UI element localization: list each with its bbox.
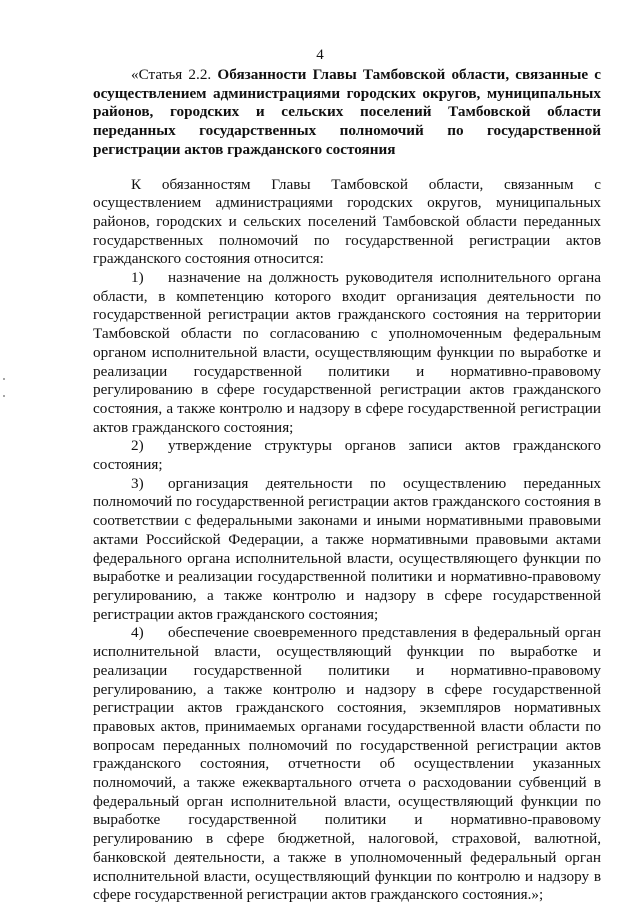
list-item-text: утверждение структуры органов записи актов гражданского состояния; [93, 437, 601, 474]
article-number: «Статья 2.2. [131, 66, 218, 83]
article-heading [93, 66, 601, 160]
list-item [93, 624, 601, 905]
margin-mark [3, 395, 5, 397]
list-item-number: 3) [131, 474, 144, 492]
document-body [93, 66, 601, 905]
list-item-text: организация деятельности по осуществлению переданных полномочий по государственной регистрации актов гражданского состояния в соответствии с федеральными законами и иными нормативными правовыми актами Российской Федерации, а также нормативными правовыми актами федерального органа исполнительной власти, осуществляющего функции по выработке и реализации государственной политики и нормативно-правовому регулированию, а также контролю и надзору в сфере государственной регистрации актов гражданского состояния; [93, 474, 601, 623]
margin-mark [3, 378, 5, 380]
list-item-text: назначение на должность руководителя исполнительного органа области, в компетенцию которого входит организация деятельности по государственной регистрации актов гражданского состояния на территории Тамбовской области по согласованию с уполномоченным федеральным органом исполнительной власти, осуществляющим функции по выработке и реализации государственной политики и нормативно-правовому регулированию в сфере государственной регистрации актов гражданского состояния, а также контролю и надзору в сфере государственной регистрации актов гражданского состояния; [93, 269, 601, 436]
list-item [93, 269, 601, 437]
list-item-number: 1) [131, 269, 144, 287]
list-item-number: 2) [131, 437, 144, 455]
list-item-number: 4) [131, 624, 144, 642]
list-item [93, 475, 601, 625]
list-item [93, 437, 601, 474]
page-number: 4 [316, 47, 324, 63]
intro-paragraph: К обязанностям Главы Тамбовской области, связанным с осуществлением администрациями городских округов, муниципальных районов, городских и сельских поселений Тамбовской области переданных государственных полномочий по государственной регистрации актов гражданского состояния относится: [93, 175, 601, 268]
article-title: Обязанности Главы Тамбовской области, связанные с осуществлением администрациями городских округов, муниципальных районов, городских и сельских поселений Тамбовской области переданных государственных полномочий по государственной регистрации актов гражданского состояния [93, 66, 601, 158]
list-item-text: обеспечение своевременного представления в федеральный орган исполнительной власти, осуществляющий функции по выработке и реализации государственной политики и нормативно-правовому регулированию, а также контролю и надзору в сфере государственной регистрации актов гражданского состояния, экземпляров нормативных правовых актов, принимаемых органами государственной власти области по вопросам переданных полномочий по государственной регистрации актов гражданского состояния, отчетности об осуществлении указанных полномочий, а также ежеквартального отчета о расходовании субвенций в федеральный орган исполнительной власти, осуществляющий функции по выработке государственной политики и нормативно-правовому регулированию в сфере бюджетной, налоговой, страховой, валютной, банковской деятельности, а также в уполномоченный федеральный орган исполнительной власти, осуществляющий функции по контролю и надзору в сфере государственной регистрации актов гражданского состояния.»; [93, 624, 601, 904]
